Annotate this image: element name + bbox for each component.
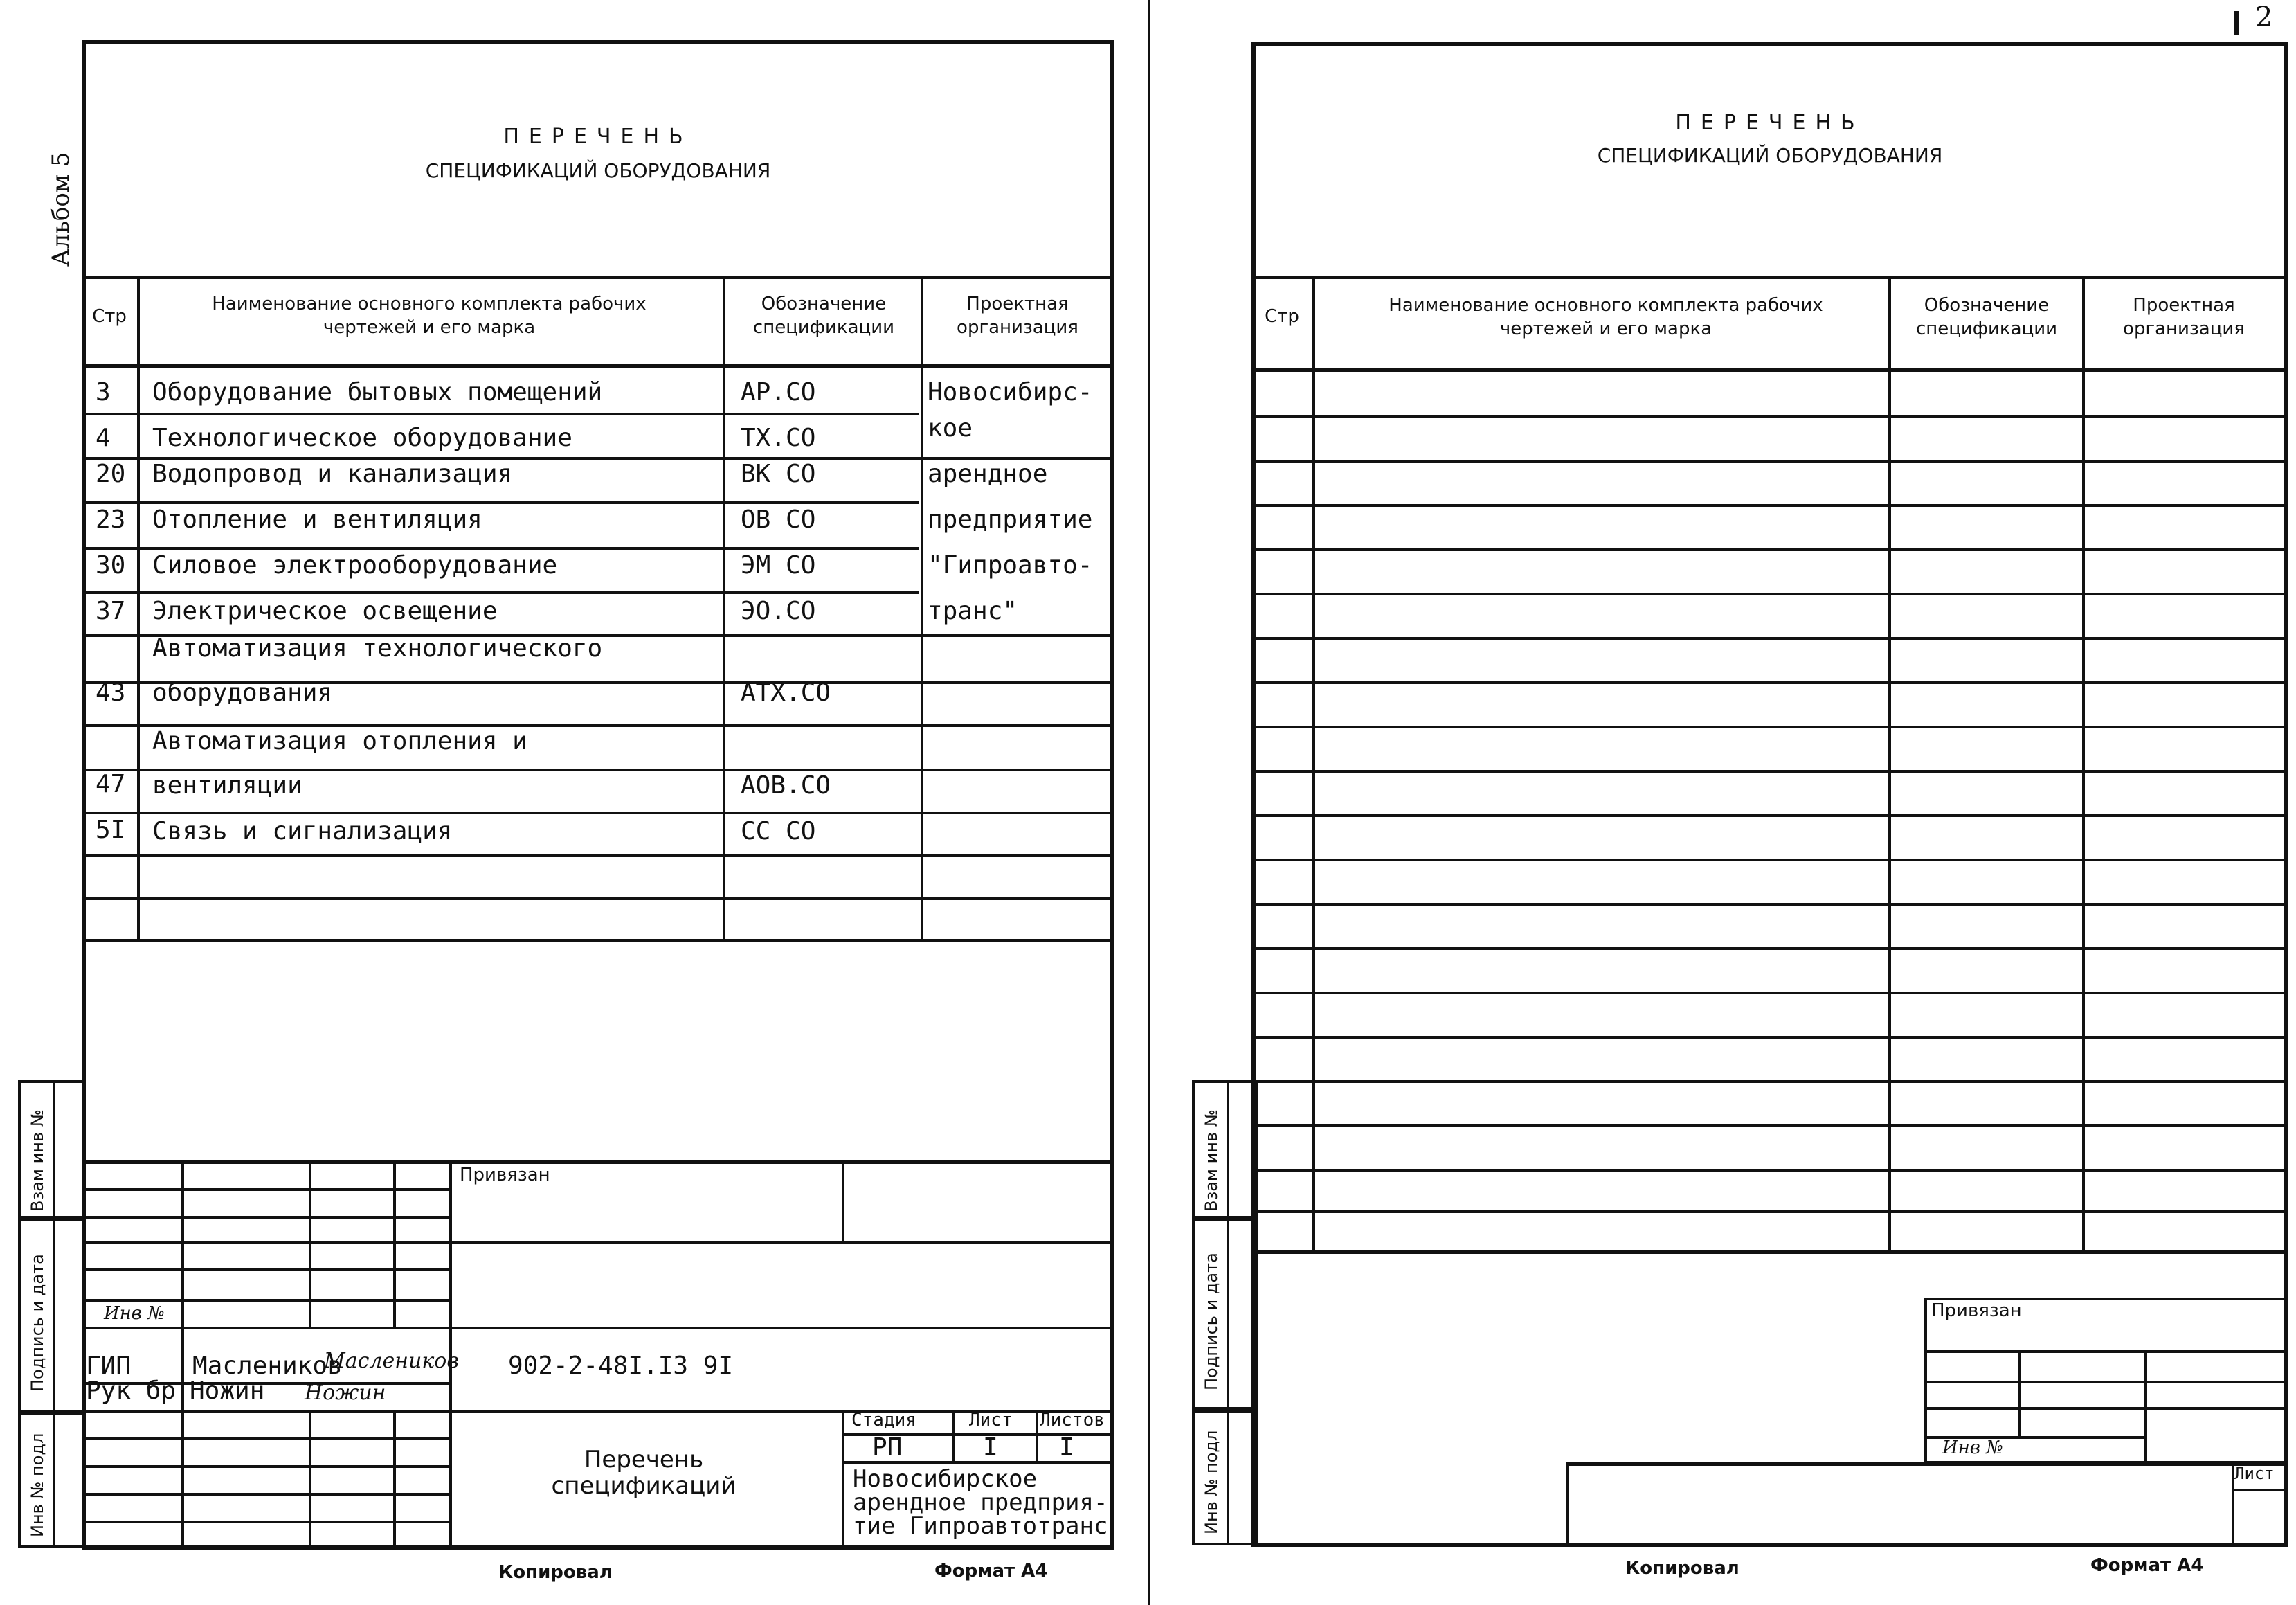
right-side-vzam: Взам инв № <box>1202 1109 1221 1212</box>
left-row-code: ТХ.СО <box>741 424 816 452</box>
left-row-name: Силовое электрооборудование <box>152 551 558 580</box>
left-col-line-2 <box>723 276 725 940</box>
stamp-top <box>82 1160 1114 1164</box>
stamp-v <box>181 1160 184 1327</box>
stamp-h <box>82 1327 1114 1329</box>
left-side-inv: Инв № подл <box>28 1433 47 1537</box>
right-row-line <box>1251 1124 2288 1127</box>
right-title-box <box>1566 1462 2288 1547</box>
doc-title-1: Перечень <box>584 1446 704 1473</box>
right-col-line-1 <box>1312 276 1315 1252</box>
ruk-name: Ножин <box>190 1377 265 1405</box>
left-row-page: 5I <box>96 816 126 844</box>
stamp-org-2: арендное предприя- <box>853 1489 1108 1516</box>
left-row-page: 20 <box>96 460 126 488</box>
right-format: Формат А4 <box>2090 1555 2204 1576</box>
left-row-page: 23 <box>96 505 126 534</box>
right-side-podpis: Подпись и дата <box>1202 1253 1221 1390</box>
left-col-name: Наименование основного комплекта рабочих чертежей и его марка <box>212 294 647 338</box>
right-stamp-h <box>1924 1407 2288 1410</box>
left-row-name: Технологическое оборудование <box>152 424 572 452</box>
right-copied: Копировал <box>1625 1558 1739 1579</box>
left-side-stamp-split <box>53 1080 55 1548</box>
left-org-line: "Гипроавто- <box>928 551 1093 580</box>
left-privyazan: Привязан <box>460 1165 550 1185</box>
right-col-org: Проектная организация <box>2123 295 2245 339</box>
right-side-stamp-split <box>1227 1080 1229 1545</box>
right-row-line <box>1251 637 2288 640</box>
right-inv-no: Инв № <box>1942 1437 2003 1458</box>
left-title: ПЕРЕЧЕНЬ <box>503 125 693 149</box>
left-row-line <box>82 897 1114 900</box>
right-list-h <box>2232 1489 2288 1491</box>
stamp-h <box>82 1437 449 1440</box>
sheet-value: I <box>983 1433 998 1462</box>
stamp-h <box>82 1521 449 1523</box>
stamp-org-3: тие Гипроавтотранс <box>853 1512 1108 1540</box>
stamp-h <box>82 1299 449 1302</box>
right-row-line <box>1251 504 2288 507</box>
right-col-line-2 <box>1888 276 1891 1252</box>
stamp-h <box>82 1465 449 1468</box>
right-row-line <box>1251 460 2288 463</box>
sheet-number-mark <box>2234 11 2239 35</box>
left-row-name: Электрическое освещение <box>152 597 498 625</box>
right-col-code: Обозначение спецификации <box>1915 295 2058 339</box>
left-org-line: предприятие <box>928 505 1093 534</box>
stamp-v <box>181 1410 184 1548</box>
right-stamp-h <box>1924 1381 2288 1383</box>
right-row-line <box>1251 1250 2288 1254</box>
right-row-line <box>1251 947 2288 950</box>
right-row-line <box>1251 992 2288 994</box>
right-row-line <box>1251 726 2288 728</box>
right-stamp-h <box>1924 1350 2288 1353</box>
right-side-inv: Инв № подл <box>1202 1430 1221 1534</box>
stamp-h <box>82 1241 1114 1244</box>
left-subtitle: СПЕЦИФИКАЦИЙ ОБОРУДОВАНИЯ <box>425 159 771 182</box>
left-row-code: ЭО.СО <box>741 597 816 625</box>
stamp-h <box>82 1410 1114 1413</box>
left-row-page: 3 <box>96 378 111 406</box>
left-row-page: 43 <box>96 679 126 707</box>
right-header-bottom <box>1251 368 2288 372</box>
left-header-bottom <box>82 364 1114 368</box>
left-row-name: оборудования <box>152 679 333 707</box>
left-row-line <box>82 501 919 504</box>
left-row-name: Автоматизация отопления и <box>152 727 527 755</box>
gip-role: ГИП <box>86 1352 132 1380</box>
right-row-line <box>1251 1169 2288 1172</box>
right-row-line <box>1251 770 2288 773</box>
right-stamp-v <box>2144 1350 2147 1464</box>
stamp-v <box>393 1410 396 1548</box>
right-subtitle: СПЕЦИФИКАЦИЙ ОБОРУДОВАНИЯ <box>1597 144 1943 167</box>
stamp-h <box>82 1268 449 1271</box>
sheet-label: Лист <box>969 1410 1013 1431</box>
right-row-line <box>1251 593 2288 595</box>
right-row-line <box>1251 859 2288 861</box>
left-row-line <box>82 854 1114 857</box>
left-row-line <box>82 812 1114 814</box>
stamp-h <box>82 1188 449 1191</box>
right-col-line-3 <box>2082 276 2085 1252</box>
gip-signature: Маслеников <box>324 1349 459 1373</box>
right-col-name: Наименование основного комплекта рабочих чертежей и его марка <box>1389 295 1823 339</box>
stamp-v <box>393 1160 396 1327</box>
stamp-v <box>309 1410 311 1548</box>
left-row-name: вентиляции <box>152 771 302 800</box>
left-row-code: АР.СО <box>741 378 816 406</box>
ruk-role: Рук бр <box>86 1377 177 1405</box>
ruk-signature: Ножин <box>305 1381 386 1405</box>
doc-title-2: спецификаций <box>551 1472 736 1500</box>
left-row-name: Связь и сигнализация <box>152 817 453 845</box>
sheets-value: I <box>1059 1433 1074 1462</box>
stamp-v <box>842 1160 844 1241</box>
left-row-code: ЭМ СО <box>741 551 816 580</box>
stage-label: Стадия <box>851 1410 916 1431</box>
left-col-page: Стр <box>92 306 127 327</box>
left-org-line: арендное <box>928 460 1048 488</box>
album-label: Альбом 5 <box>47 152 75 267</box>
left-row-page: 4 <box>96 424 111 452</box>
left-org-line: транс" <box>928 597 1018 625</box>
stamp-h <box>82 1493 449 1496</box>
left-row-page: 30 <box>96 551 126 580</box>
stamp-v <box>309 1160 311 1327</box>
sheets-label: Листов <box>1040 1410 1105 1431</box>
left-row-name: Оборудование бытовых помещений <box>152 378 603 406</box>
left-format: Формат А4 <box>934 1561 1048 1581</box>
left-row-line <box>82 939 1114 942</box>
right-privyazan: Привязан <box>1931 1300 2022 1321</box>
left-col-org: Проектная организация <box>957 294 1078 338</box>
stamp-org-1: Новосибирское <box>853 1465 1038 1493</box>
stage-value: РП <box>872 1433 903 1462</box>
left-table-top <box>82 276 1114 279</box>
left-col-line-1 <box>137 276 140 940</box>
left-side-podpis: Подпись и дата <box>28 1254 47 1392</box>
left-org-line: кое <box>928 414 973 442</box>
left-row-name: Автоматизация технологического <box>152 634 603 663</box>
left-row-page: 47 <box>96 770 126 798</box>
right-row-line <box>1251 814 2288 817</box>
left-copied: Копировал <box>498 1562 613 1583</box>
page-divider <box>1148 0 1150 1605</box>
left-org-line: Новосибирс- <box>928 378 1093 406</box>
stamp-v <box>181 1327 184 1410</box>
right-list-label: Лист <box>2234 1464 2275 1483</box>
right-row-line <box>1251 1080 2288 1083</box>
right-row-line <box>1251 681 2288 684</box>
left-row-name: Отопление и вентиляция <box>152 505 482 534</box>
left-row-code: ВК СО <box>741 460 816 488</box>
right-row-line <box>1251 548 2288 551</box>
right-stamp-v <box>2018 1350 2021 1436</box>
right-table-top <box>1251 276 2288 279</box>
sheet-number: 2 <box>2255 1 2273 33</box>
gip-name: Маслеников <box>192 1352 343 1380</box>
stage-v <box>842 1410 844 1548</box>
left-side-vzam: Взам инв № <box>28 1109 47 1212</box>
left-row-page: 37 <box>96 597 126 625</box>
right-title: ПЕРЕЧЕНЬ <box>1675 111 1865 135</box>
right-row-line <box>1251 903 2288 906</box>
left-col-line-3 <box>921 276 923 940</box>
left-row-line <box>82 591 919 594</box>
left-row-code: АОВ.СО <box>741 771 831 800</box>
left-row-code: ОВ СО <box>741 505 816 534</box>
left-row-line <box>82 413 919 415</box>
left-row-code: СС СО <box>741 817 816 845</box>
left-row-code: АТХ.СО <box>741 679 831 707</box>
right-row-line <box>1251 1210 2288 1213</box>
left-row-name: Водопровод и канализация <box>152 460 513 488</box>
stamp-h <box>82 1216 449 1219</box>
right-col-page: Стр <box>1265 306 1299 327</box>
right-row-line <box>1251 1036 2288 1039</box>
left-designation: 902-2-48I.I3 9I <box>508 1352 734 1380</box>
right-row-line <box>1251 415 2288 418</box>
left-col-code: Обозначение спецификации <box>752 294 895 338</box>
left-inv-no: Инв № <box>104 1303 165 1324</box>
left-row-line <box>82 547 919 550</box>
